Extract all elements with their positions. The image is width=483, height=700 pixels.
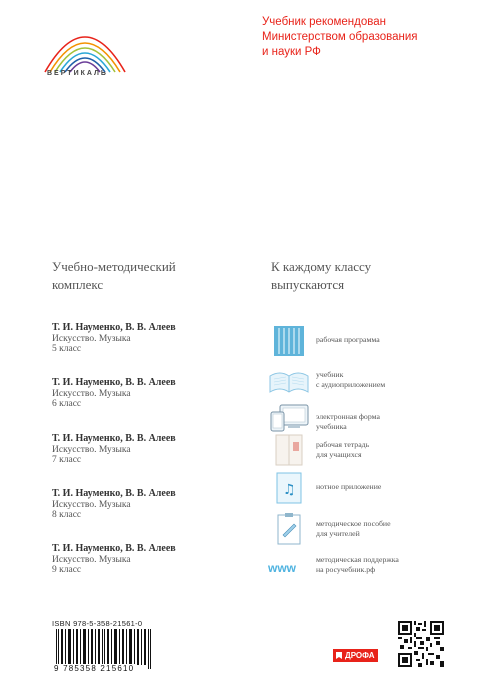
recommendation-line: и науки РФ: [262, 46, 321, 58]
book-entry: [52, 489, 176, 521]
product-label: учебник: [316, 370, 344, 379]
recommendation-line: Министерством образования: [262, 31, 418, 43]
book-grade: 6 класс: [52, 399, 82, 409]
book-authors: Т. И. Науменко, В. В. Алеев: [52, 543, 176, 554]
product-label: методическая поддержка: [316, 555, 399, 564]
book-authors: Т. И. Науменко, В. В. Алеев: [52, 322, 176, 333]
product-label: учебника: [316, 422, 347, 431]
book-authors: Т. И. Науменко, В. В. Алеев: [52, 488, 176, 499]
book-subject: Искусство. Музыка: [52, 333, 131, 344]
book-subject: Искусство. Музыка: [52, 554, 131, 565]
complex-heading-line: комплекс: [52, 277, 104, 292]
book-subject: Искусство. Музыка: [52, 388, 131, 399]
logo-wordmark: ВЕРТИКАЛЬ: [47, 70, 108, 77]
publisher-name: ДРОФА: [345, 651, 375, 660]
svg-text:♫: ♫: [283, 482, 296, 498]
www-icon: [268, 552, 310, 584]
devices-icon: [268, 402, 310, 434]
barcode-number: 9 785358 215610: [54, 664, 135, 673]
publisher-mark-icon: [335, 651, 343, 660]
clipboard-icon: [268, 513, 310, 545]
isbn: ISBN 978-5-358-21561-0: [52, 619, 143, 628]
book-entry: [52, 434, 176, 466]
products-heading: [271, 258, 371, 294]
book-grade: 8 класс: [52, 510, 82, 520]
complex-heading-line: Учебно-методический: [52, 259, 176, 274]
book-authors: Т. И. Науменко, В. В. Алеев: [52, 377, 176, 388]
book-authors: Т. И. Науменко, В. В. Алеев: [52, 433, 176, 444]
open-book-icon: [268, 366, 310, 398]
book-subject: Искусство. Музыка: [52, 499, 131, 510]
work-program-icon: [268, 325, 310, 357]
product-label: для учащихся: [316, 450, 362, 459]
book-grade: 5 класс: [52, 344, 82, 354]
book-grade: 9 класс: [52, 565, 82, 575]
sheet-music-icon: [268, 472, 310, 504]
book-entry: [52, 378, 176, 410]
product-label: электронная форма: [316, 412, 380, 421]
book-subject: Искусство. Музыка: [52, 444, 131, 455]
notebook-icon: [268, 434, 310, 466]
product-label: рабочая программа: [316, 335, 380, 344]
book-entry: [52, 323, 176, 355]
product-label: методическое пособие: [316, 519, 391, 528]
recommendation-line: Учебник рекомендован: [262, 16, 386, 28]
product-label: нотное приложение: [316, 482, 382, 491]
complex-heading: [52, 258, 176, 294]
qr-code: [398, 621, 444, 667]
product-label: на росучебник.рф: [316, 565, 376, 574]
product-label: рабочая тетрадь: [316, 440, 370, 449]
products-heading-line: выпускаются: [271, 277, 345, 292]
recommendation-notice: [262, 15, 472, 60]
publisher-logo: [333, 649, 378, 662]
products-heading-line: К каждому классу: [271, 259, 372, 274]
product-label: для учителей: [316, 529, 360, 538]
product-label: с аудиоприложением: [316, 380, 386, 389]
www-text: www: [268, 561, 297, 575]
book-entry: [52, 544, 176, 576]
book-grade: 7 класс: [52, 455, 82, 465]
